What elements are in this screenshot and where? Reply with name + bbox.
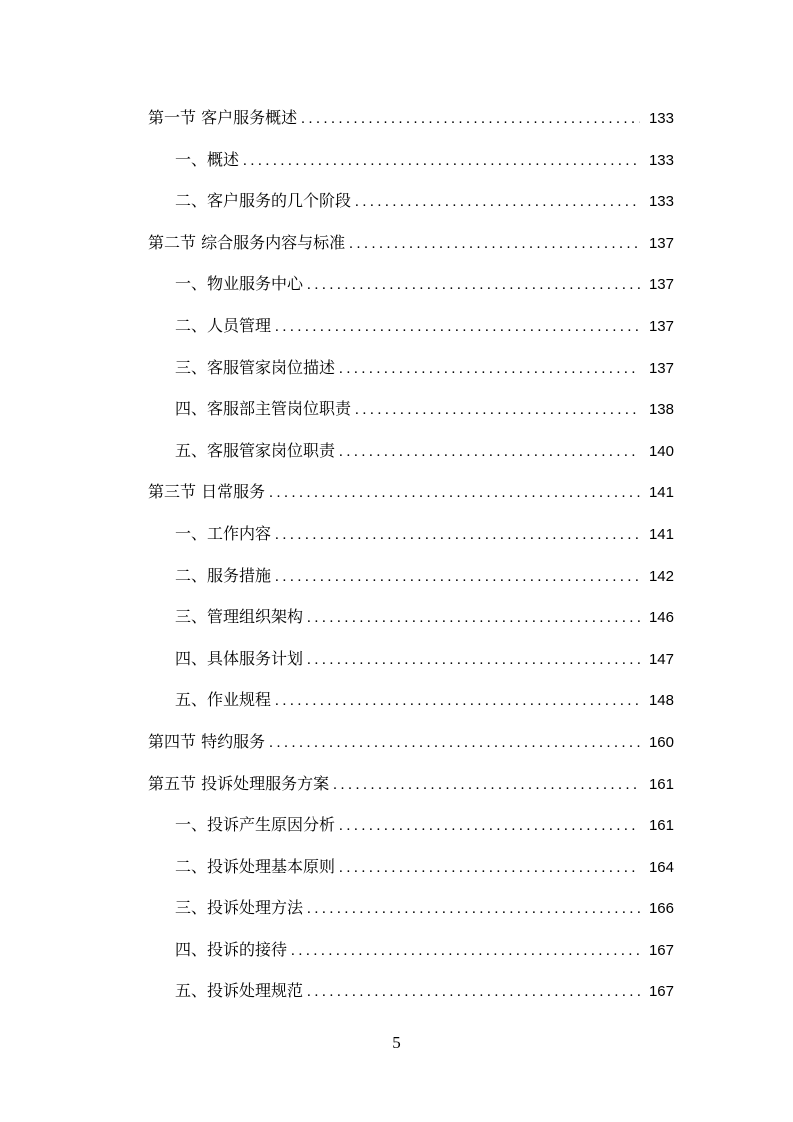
toc-entry-page: 141 [648,484,674,502]
toc-entry-page: 164 [648,858,674,876]
toc-leader-dots [339,848,640,890]
toc-entry-page: 160 [648,733,674,751]
toc-leader-dots [355,390,640,432]
toc-entry-label: 二、服务措施 [175,565,272,585]
toc-entry[interactable] [148,305,674,347]
toc-entry-page: 137 [648,317,674,335]
toc-entry-label: 二、投诉处理基本原则 [175,856,336,876]
toc-entry-label: 一、投诉产生原因分析 [175,815,336,835]
toc-entry[interactable] [148,430,674,472]
toc-leader-dots [307,640,640,682]
toc-entry-label: 第三节 日常服务 [148,482,266,502]
toc-entry[interactable] [148,347,674,389]
toc-leader-dots [339,432,640,474]
toc-entry-label: 第五节 投诉处理服务方案 [148,773,330,793]
toc-leader-dots [307,889,640,931]
toc-leader-dots [243,141,640,183]
toc-entry-label: 四、客服部主管岗位职责 [175,399,352,419]
page-number: 5 [392,1033,401,1052]
toc-entry-label: 一、概述 [175,149,240,169]
toc-leader-dots [275,557,640,599]
toc-entry[interactable] [148,846,674,888]
toc-entry[interactable] [148,721,674,763]
toc-entry-label: 四、具体服务计划 [175,648,304,668]
toc-entry[interactable] [148,555,674,597]
toc-entry[interactable] [148,263,674,305]
toc-entry[interactable] [148,970,674,1012]
toc-entry[interactable] [148,887,674,929]
toc-leader-dots [349,224,640,266]
toc-entry-label: 第四节 特约服务 [148,731,266,751]
toc-entry-label: 一、工作内容 [175,523,272,543]
toc-entry-page: 147 [648,650,674,668]
toc-entry[interactable] [148,471,674,513]
toc-entry-page: 166 [648,900,674,918]
toc-entry-label: 四、投诉的接待 [175,939,288,959]
toc-entry-page: 142 [648,567,674,585]
toc-entry-label: 第一节 客户服务概述 [148,108,298,127]
toc-leader-dots [307,265,640,307]
toc-entry-label: 三、投诉处理方法 [175,898,304,918]
toc-leader-dots [269,473,640,515]
toc-entry[interactable] [148,180,674,222]
toc-leader-dots [307,598,640,640]
toc-leader-dots [339,806,640,848]
toc-entry-page: 133 [648,151,674,169]
toc-entry[interactable] [148,679,674,721]
toc-entry-page: 138 [648,401,674,419]
toc-entry-label: 一、物业服务中心 [175,274,304,294]
toc-entry-page: 137 [648,276,674,294]
toc-entry-page: 137 [648,359,674,377]
toc-entry[interactable] [148,929,674,971]
toc-entry[interactable] [148,804,674,846]
toc-entry[interactable] [148,638,674,680]
toc-entry-page: 167 [648,941,674,959]
toc-entry[interactable] [148,388,674,430]
table-of-contents [148,97,674,1012]
toc-leader-dots [307,972,640,1014]
toc-entry-page: 148 [648,692,674,710]
toc-entry-page: 141 [648,525,674,543]
toc-leader-dots [291,931,640,973]
toc-entry-page: 146 [648,609,674,627]
toc-entry-page: 140 [648,442,674,460]
toc-leader-dots [333,765,640,807]
toc-entry-page: 161 [648,775,674,793]
toc-entry-label: 三、客服管家岗位描述 [175,357,336,377]
toc-entry-page: 161 [648,817,674,835]
toc-leader-dots [275,307,640,349]
toc-leader-dots [355,182,640,224]
toc-entry-page: 133 [648,193,674,211]
toc-entry-label: 第二节 综合服务内容与标准 [148,232,346,252]
toc-entry[interactable] [148,763,674,805]
toc-entry-page: 133 [648,110,674,127]
toc-entry-label: 三、管理组织架构 [175,607,304,627]
toc-entry[interactable] [148,222,674,264]
toc-entry-page: 167 [648,983,674,1001]
toc-entry-label: 五、客服管家岗位职责 [175,440,336,460]
toc-entry-label: 五、作业规程 [175,690,272,710]
toc-entry-label: 二、人员管理 [175,315,272,335]
toc-leader-dots [269,723,640,765]
toc-entry[interactable] [148,97,674,139]
toc-leader-dots [301,99,640,141]
toc-entry-page: 137 [648,234,674,252]
toc-entry-label: 五、投诉处理规范 [175,981,304,1001]
toc-entry[interactable] [148,139,674,181]
toc-entry-label: 二、客户服务的几个阶段 [175,191,352,211]
toc-entry[interactable] [148,513,674,555]
toc-leader-dots [339,349,640,391]
toc-leader-dots [275,681,640,723]
toc-entry[interactable] [148,596,674,638]
toc-leader-dots [275,515,640,557]
